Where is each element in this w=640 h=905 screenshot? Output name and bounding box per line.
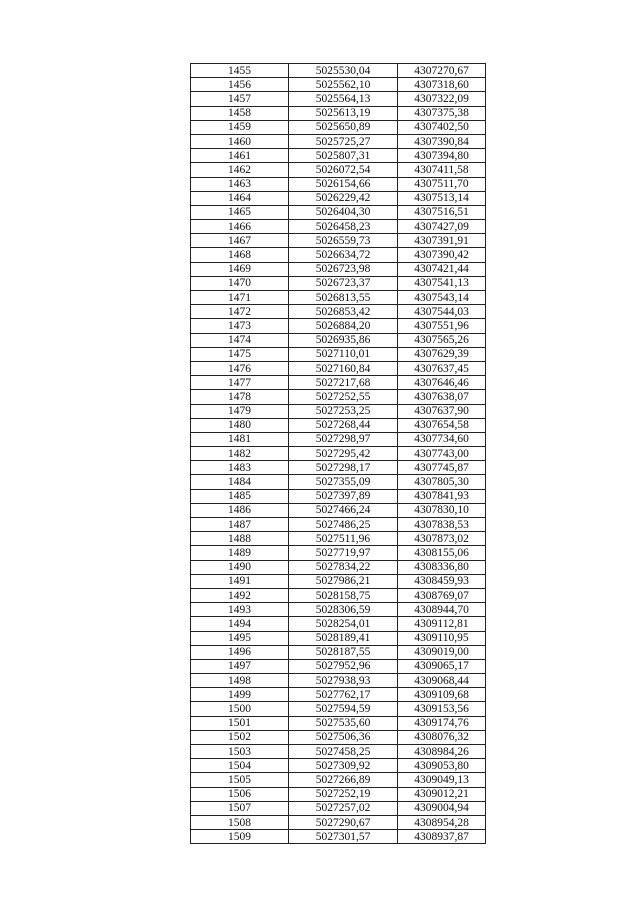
x-coordinate-cell: 5026559,73 bbox=[289, 234, 398, 248]
table-row bbox=[191, 64, 486, 78]
x-coordinate-cell: 5025613,19 bbox=[289, 106, 398, 120]
y-coordinate-cell: 4308459,93 bbox=[398, 574, 486, 588]
y-coordinate-cell: 4308155,06 bbox=[398, 546, 486, 560]
x-coordinate-cell: 5027298,97 bbox=[289, 432, 398, 446]
table-row bbox=[191, 134, 486, 148]
x-coordinate-cell: 5027110,01 bbox=[289, 347, 398, 361]
y-coordinate-cell: 4307427,09 bbox=[398, 220, 486, 234]
point-number-cell: 1491 bbox=[191, 574, 289, 588]
x-coordinate-cell: 5027217,68 bbox=[289, 376, 398, 390]
x-coordinate-cell: 5026853,42 bbox=[289, 305, 398, 319]
point-number-cell: 1488 bbox=[191, 532, 289, 546]
table-row bbox=[191, 177, 486, 191]
table-row bbox=[191, 418, 486, 432]
table-row bbox=[191, 503, 486, 517]
y-coordinate-cell: 4309053,80 bbox=[398, 759, 486, 773]
x-coordinate-cell: 5028158,75 bbox=[289, 588, 398, 602]
y-coordinate-cell: 4309109,68 bbox=[398, 688, 486, 702]
point-number-cell: 1508 bbox=[191, 815, 289, 829]
table-row bbox=[191, 574, 486, 588]
y-coordinate-cell: 4307391,91 bbox=[398, 234, 486, 248]
y-coordinate-cell: 4307638,07 bbox=[398, 390, 486, 404]
y-coordinate-cell: 4308937,87 bbox=[398, 830, 486, 844]
y-coordinate-cell: 4307745,87 bbox=[398, 461, 486, 475]
y-coordinate-cell: 4307402,50 bbox=[398, 120, 486, 134]
y-coordinate-cell: 4309065,17 bbox=[398, 659, 486, 673]
y-coordinate-cell: 4307551,96 bbox=[398, 319, 486, 333]
y-coordinate-cell: 4307654,58 bbox=[398, 418, 486, 432]
y-coordinate-cell: 4307513,14 bbox=[398, 191, 486, 205]
point-number-cell: 1477 bbox=[191, 376, 289, 390]
point-number-cell: 1472 bbox=[191, 305, 289, 319]
coordinates-table bbox=[190, 63, 486, 844]
table-row bbox=[191, 149, 486, 163]
point-number-cell: 1493 bbox=[191, 603, 289, 617]
y-coordinate-cell: 4307541,13 bbox=[398, 276, 486, 290]
table-row bbox=[191, 262, 486, 276]
y-coordinate-cell: 4309068,44 bbox=[398, 674, 486, 688]
point-number-cell: 1463 bbox=[191, 177, 289, 191]
point-number-cell: 1500 bbox=[191, 702, 289, 716]
table-row bbox=[191, 659, 486, 673]
y-coordinate-cell: 4307411,58 bbox=[398, 163, 486, 177]
table-row bbox=[191, 205, 486, 219]
table-row bbox=[191, 106, 486, 120]
y-coordinate-cell: 4307841,93 bbox=[398, 489, 486, 503]
point-number-cell: 1495 bbox=[191, 631, 289, 645]
table-row bbox=[191, 645, 486, 659]
y-coordinate-cell: 4308954,28 bbox=[398, 815, 486, 829]
x-coordinate-cell: 5025530,04 bbox=[289, 64, 398, 78]
table-row bbox=[191, 92, 486, 106]
table-row bbox=[191, 461, 486, 475]
x-coordinate-cell: 5027160,84 bbox=[289, 361, 398, 375]
x-coordinate-cell: 5026884,20 bbox=[289, 319, 398, 333]
point-number-cell: 1455 bbox=[191, 64, 289, 78]
table-row bbox=[191, 291, 486, 305]
point-number-cell: 1471 bbox=[191, 291, 289, 305]
x-coordinate-cell: 5027762,17 bbox=[289, 688, 398, 702]
table-row bbox=[191, 163, 486, 177]
x-coordinate-cell: 5026458,23 bbox=[289, 220, 398, 234]
table-row bbox=[191, 702, 486, 716]
y-coordinate-cell: 4307565,26 bbox=[398, 333, 486, 347]
y-coordinate-cell: 4309019,00 bbox=[398, 645, 486, 659]
x-coordinate-cell: 5027458,25 bbox=[289, 745, 398, 759]
x-coordinate-cell: 5025725,27 bbox=[289, 134, 398, 148]
table-row bbox=[191, 220, 486, 234]
y-coordinate-cell: 4307270,67 bbox=[398, 64, 486, 78]
table-row bbox=[191, 688, 486, 702]
table-row bbox=[191, 120, 486, 134]
table-row bbox=[191, 432, 486, 446]
table-row bbox=[191, 447, 486, 461]
y-coordinate-cell: 4307805,30 bbox=[398, 475, 486, 489]
y-coordinate-cell: 4307629,39 bbox=[398, 347, 486, 361]
x-coordinate-cell: 5027301,57 bbox=[289, 830, 398, 844]
x-coordinate-cell: 5027719,97 bbox=[289, 546, 398, 560]
x-coordinate-cell: 5027506,36 bbox=[289, 730, 398, 744]
point-number-cell: 1490 bbox=[191, 560, 289, 574]
x-coordinate-cell: 5027298,17 bbox=[289, 461, 398, 475]
point-number-cell: 1503 bbox=[191, 745, 289, 759]
y-coordinate-cell: 4309153,56 bbox=[398, 702, 486, 716]
y-coordinate-cell: 4309174,76 bbox=[398, 716, 486, 730]
point-number-cell: 1470 bbox=[191, 276, 289, 290]
point-number-cell: 1498 bbox=[191, 674, 289, 688]
y-coordinate-cell: 4307637,90 bbox=[398, 404, 486, 418]
point-number-cell: 1466 bbox=[191, 220, 289, 234]
y-coordinate-cell: 4307637,45 bbox=[398, 361, 486, 375]
x-coordinate-cell: 5027466,24 bbox=[289, 503, 398, 517]
x-coordinate-cell: 5027257,02 bbox=[289, 801, 398, 815]
y-coordinate-cell: 4309112,81 bbox=[398, 617, 486, 631]
x-coordinate-cell: 5026723,98 bbox=[289, 262, 398, 276]
table-row bbox=[191, 787, 486, 801]
point-number-cell: 1481 bbox=[191, 432, 289, 446]
point-number-cell: 1485 bbox=[191, 489, 289, 503]
point-number-cell: 1501 bbox=[191, 716, 289, 730]
table-row bbox=[191, 560, 486, 574]
point-number-cell: 1474 bbox=[191, 333, 289, 347]
point-number-cell: 1502 bbox=[191, 730, 289, 744]
table-row bbox=[191, 518, 486, 532]
point-number-cell: 1469 bbox=[191, 262, 289, 276]
x-coordinate-cell: 5025564,13 bbox=[289, 92, 398, 106]
table-row bbox=[191, 475, 486, 489]
point-number-cell: 1475 bbox=[191, 347, 289, 361]
table-row bbox=[191, 248, 486, 262]
table-row bbox=[191, 631, 486, 645]
table-row bbox=[191, 347, 486, 361]
y-coordinate-cell: 4307375,38 bbox=[398, 106, 486, 120]
x-coordinate-cell: 5027355,09 bbox=[289, 475, 398, 489]
y-coordinate-cell: 4308076,32 bbox=[398, 730, 486, 744]
x-coordinate-cell: 5027309,92 bbox=[289, 759, 398, 773]
point-number-cell: 1473 bbox=[191, 319, 289, 333]
point-number-cell: 1479 bbox=[191, 404, 289, 418]
y-coordinate-cell: 4307318,60 bbox=[398, 78, 486, 92]
y-coordinate-cell: 4309012,21 bbox=[398, 787, 486, 801]
x-coordinate-cell: 5026404,30 bbox=[289, 205, 398, 219]
x-coordinate-cell: 5027253,25 bbox=[289, 404, 398, 418]
point-number-cell: 1460 bbox=[191, 134, 289, 148]
point-number-cell: 1487 bbox=[191, 518, 289, 532]
x-coordinate-cell: 5027486,25 bbox=[289, 518, 398, 532]
y-coordinate-cell: 4307516,51 bbox=[398, 205, 486, 219]
y-coordinate-cell: 4307390,42 bbox=[398, 248, 486, 262]
y-coordinate-cell: 4308769,07 bbox=[398, 588, 486, 602]
table-row bbox=[191, 276, 486, 290]
table-row bbox=[191, 745, 486, 759]
point-number-cell: 1486 bbox=[191, 503, 289, 517]
y-coordinate-cell: 4308944,70 bbox=[398, 603, 486, 617]
y-coordinate-cell: 4307390,84 bbox=[398, 134, 486, 148]
point-number-cell: 1456 bbox=[191, 78, 289, 92]
x-coordinate-cell: 5027986,21 bbox=[289, 574, 398, 588]
point-number-cell: 1457 bbox=[191, 92, 289, 106]
x-coordinate-cell: 5026935,86 bbox=[289, 333, 398, 347]
table-row bbox=[191, 333, 486, 347]
x-coordinate-cell: 5027594,59 bbox=[289, 702, 398, 716]
y-coordinate-cell: 4309049,13 bbox=[398, 773, 486, 787]
point-number-cell: 1504 bbox=[191, 759, 289, 773]
table-row bbox=[191, 404, 486, 418]
y-coordinate-cell: 4307322,09 bbox=[398, 92, 486, 106]
x-coordinate-cell: 5026229,42 bbox=[289, 191, 398, 205]
x-coordinate-cell: 5026154,66 bbox=[289, 177, 398, 191]
table-row bbox=[191, 390, 486, 404]
y-coordinate-cell: 4307544,03 bbox=[398, 305, 486, 319]
coordinates-table-body bbox=[191, 64, 486, 844]
table-row bbox=[191, 489, 486, 503]
x-coordinate-cell: 5027535,60 bbox=[289, 716, 398, 730]
y-coordinate-cell: 4307511,70 bbox=[398, 177, 486, 191]
table-row bbox=[191, 674, 486, 688]
x-coordinate-cell: 5026072,54 bbox=[289, 163, 398, 177]
y-coordinate-cell: 4307734,60 bbox=[398, 432, 486, 446]
table-row bbox=[191, 78, 486, 92]
table-row bbox=[191, 759, 486, 773]
x-coordinate-cell: 5028254,01 bbox=[289, 617, 398, 631]
table-row bbox=[191, 603, 486, 617]
table-row bbox=[191, 305, 486, 319]
table-row bbox=[191, 546, 486, 560]
x-coordinate-cell: 5027397,89 bbox=[289, 489, 398, 503]
y-coordinate-cell: 4307543,14 bbox=[398, 291, 486, 305]
y-coordinate-cell: 4307646,46 bbox=[398, 376, 486, 390]
point-number-cell: 1482 bbox=[191, 447, 289, 461]
table-row bbox=[191, 830, 486, 844]
point-number-cell: 1468 bbox=[191, 248, 289, 262]
y-coordinate-cell: 4307838,53 bbox=[398, 518, 486, 532]
x-coordinate-cell: 5025807,31 bbox=[289, 149, 398, 163]
point-number-cell: 1496 bbox=[191, 645, 289, 659]
table-row bbox=[191, 588, 486, 602]
x-coordinate-cell: 5027952,96 bbox=[289, 659, 398, 673]
x-coordinate-cell: 5026813,55 bbox=[289, 291, 398, 305]
point-number-cell: 1505 bbox=[191, 773, 289, 787]
x-coordinate-cell: 5027268,44 bbox=[289, 418, 398, 432]
table-row bbox=[191, 815, 486, 829]
table-row bbox=[191, 532, 486, 546]
table-row bbox=[191, 361, 486, 375]
y-coordinate-cell: 4308336,80 bbox=[398, 560, 486, 574]
table-row bbox=[191, 376, 486, 390]
x-coordinate-cell: 5027252,19 bbox=[289, 787, 398, 801]
point-number-cell: 1494 bbox=[191, 617, 289, 631]
point-number-cell: 1507 bbox=[191, 801, 289, 815]
y-coordinate-cell: 4307421,44 bbox=[398, 262, 486, 276]
point-number-cell: 1483 bbox=[191, 461, 289, 475]
x-coordinate-cell: 5026723,37 bbox=[289, 276, 398, 290]
y-coordinate-cell: 4309110,95 bbox=[398, 631, 486, 645]
point-number-cell: 1467 bbox=[191, 234, 289, 248]
point-number-cell: 1476 bbox=[191, 361, 289, 375]
table-row bbox=[191, 716, 486, 730]
point-number-cell: 1459 bbox=[191, 120, 289, 134]
point-number-cell: 1489 bbox=[191, 546, 289, 560]
point-number-cell: 1461 bbox=[191, 149, 289, 163]
x-coordinate-cell: 5028189,41 bbox=[289, 631, 398, 645]
point-number-cell: 1492 bbox=[191, 588, 289, 602]
point-number-cell: 1509 bbox=[191, 830, 289, 844]
x-coordinate-cell: 5027252,55 bbox=[289, 390, 398, 404]
point-number-cell: 1506 bbox=[191, 787, 289, 801]
table-row bbox=[191, 801, 486, 815]
point-number-cell: 1464 bbox=[191, 191, 289, 205]
x-coordinate-cell: 5027295,42 bbox=[289, 447, 398, 461]
point-number-cell: 1480 bbox=[191, 418, 289, 432]
x-coordinate-cell: 5027938,93 bbox=[289, 674, 398, 688]
point-number-cell: 1458 bbox=[191, 106, 289, 120]
table-row bbox=[191, 234, 486, 248]
table-row bbox=[191, 191, 486, 205]
y-coordinate-cell: 4307873,02 bbox=[398, 532, 486, 546]
x-coordinate-cell: 5027266,89 bbox=[289, 773, 398, 787]
point-number-cell: 1478 bbox=[191, 390, 289, 404]
table-row bbox=[191, 319, 486, 333]
point-number-cell: 1497 bbox=[191, 659, 289, 673]
x-coordinate-cell: 5028187,55 bbox=[289, 645, 398, 659]
x-coordinate-cell: 5026634,72 bbox=[289, 248, 398, 262]
x-coordinate-cell: 5027511,96 bbox=[289, 532, 398, 546]
x-coordinate-cell: 5027290,67 bbox=[289, 815, 398, 829]
point-number-cell: 1499 bbox=[191, 688, 289, 702]
point-number-cell: 1462 bbox=[191, 163, 289, 177]
x-coordinate-cell: 5027834,22 bbox=[289, 560, 398, 574]
x-coordinate-cell: 5025562,10 bbox=[289, 78, 398, 92]
y-coordinate-cell: 4307743,00 bbox=[398, 447, 486, 461]
table-row bbox=[191, 730, 486, 744]
x-coordinate-cell: 5028306,59 bbox=[289, 603, 398, 617]
table-row bbox=[191, 773, 486, 787]
y-coordinate-cell: 4307830,10 bbox=[398, 503, 486, 517]
point-number-cell: 1465 bbox=[191, 205, 289, 219]
point-number-cell: 1484 bbox=[191, 475, 289, 489]
y-coordinate-cell: 4309004,94 bbox=[398, 801, 486, 815]
y-coordinate-cell: 4307394,80 bbox=[398, 149, 486, 163]
table-row bbox=[191, 617, 486, 631]
y-coordinate-cell: 4308984,26 bbox=[398, 745, 486, 759]
x-coordinate-cell: 5025650,89 bbox=[289, 120, 398, 134]
